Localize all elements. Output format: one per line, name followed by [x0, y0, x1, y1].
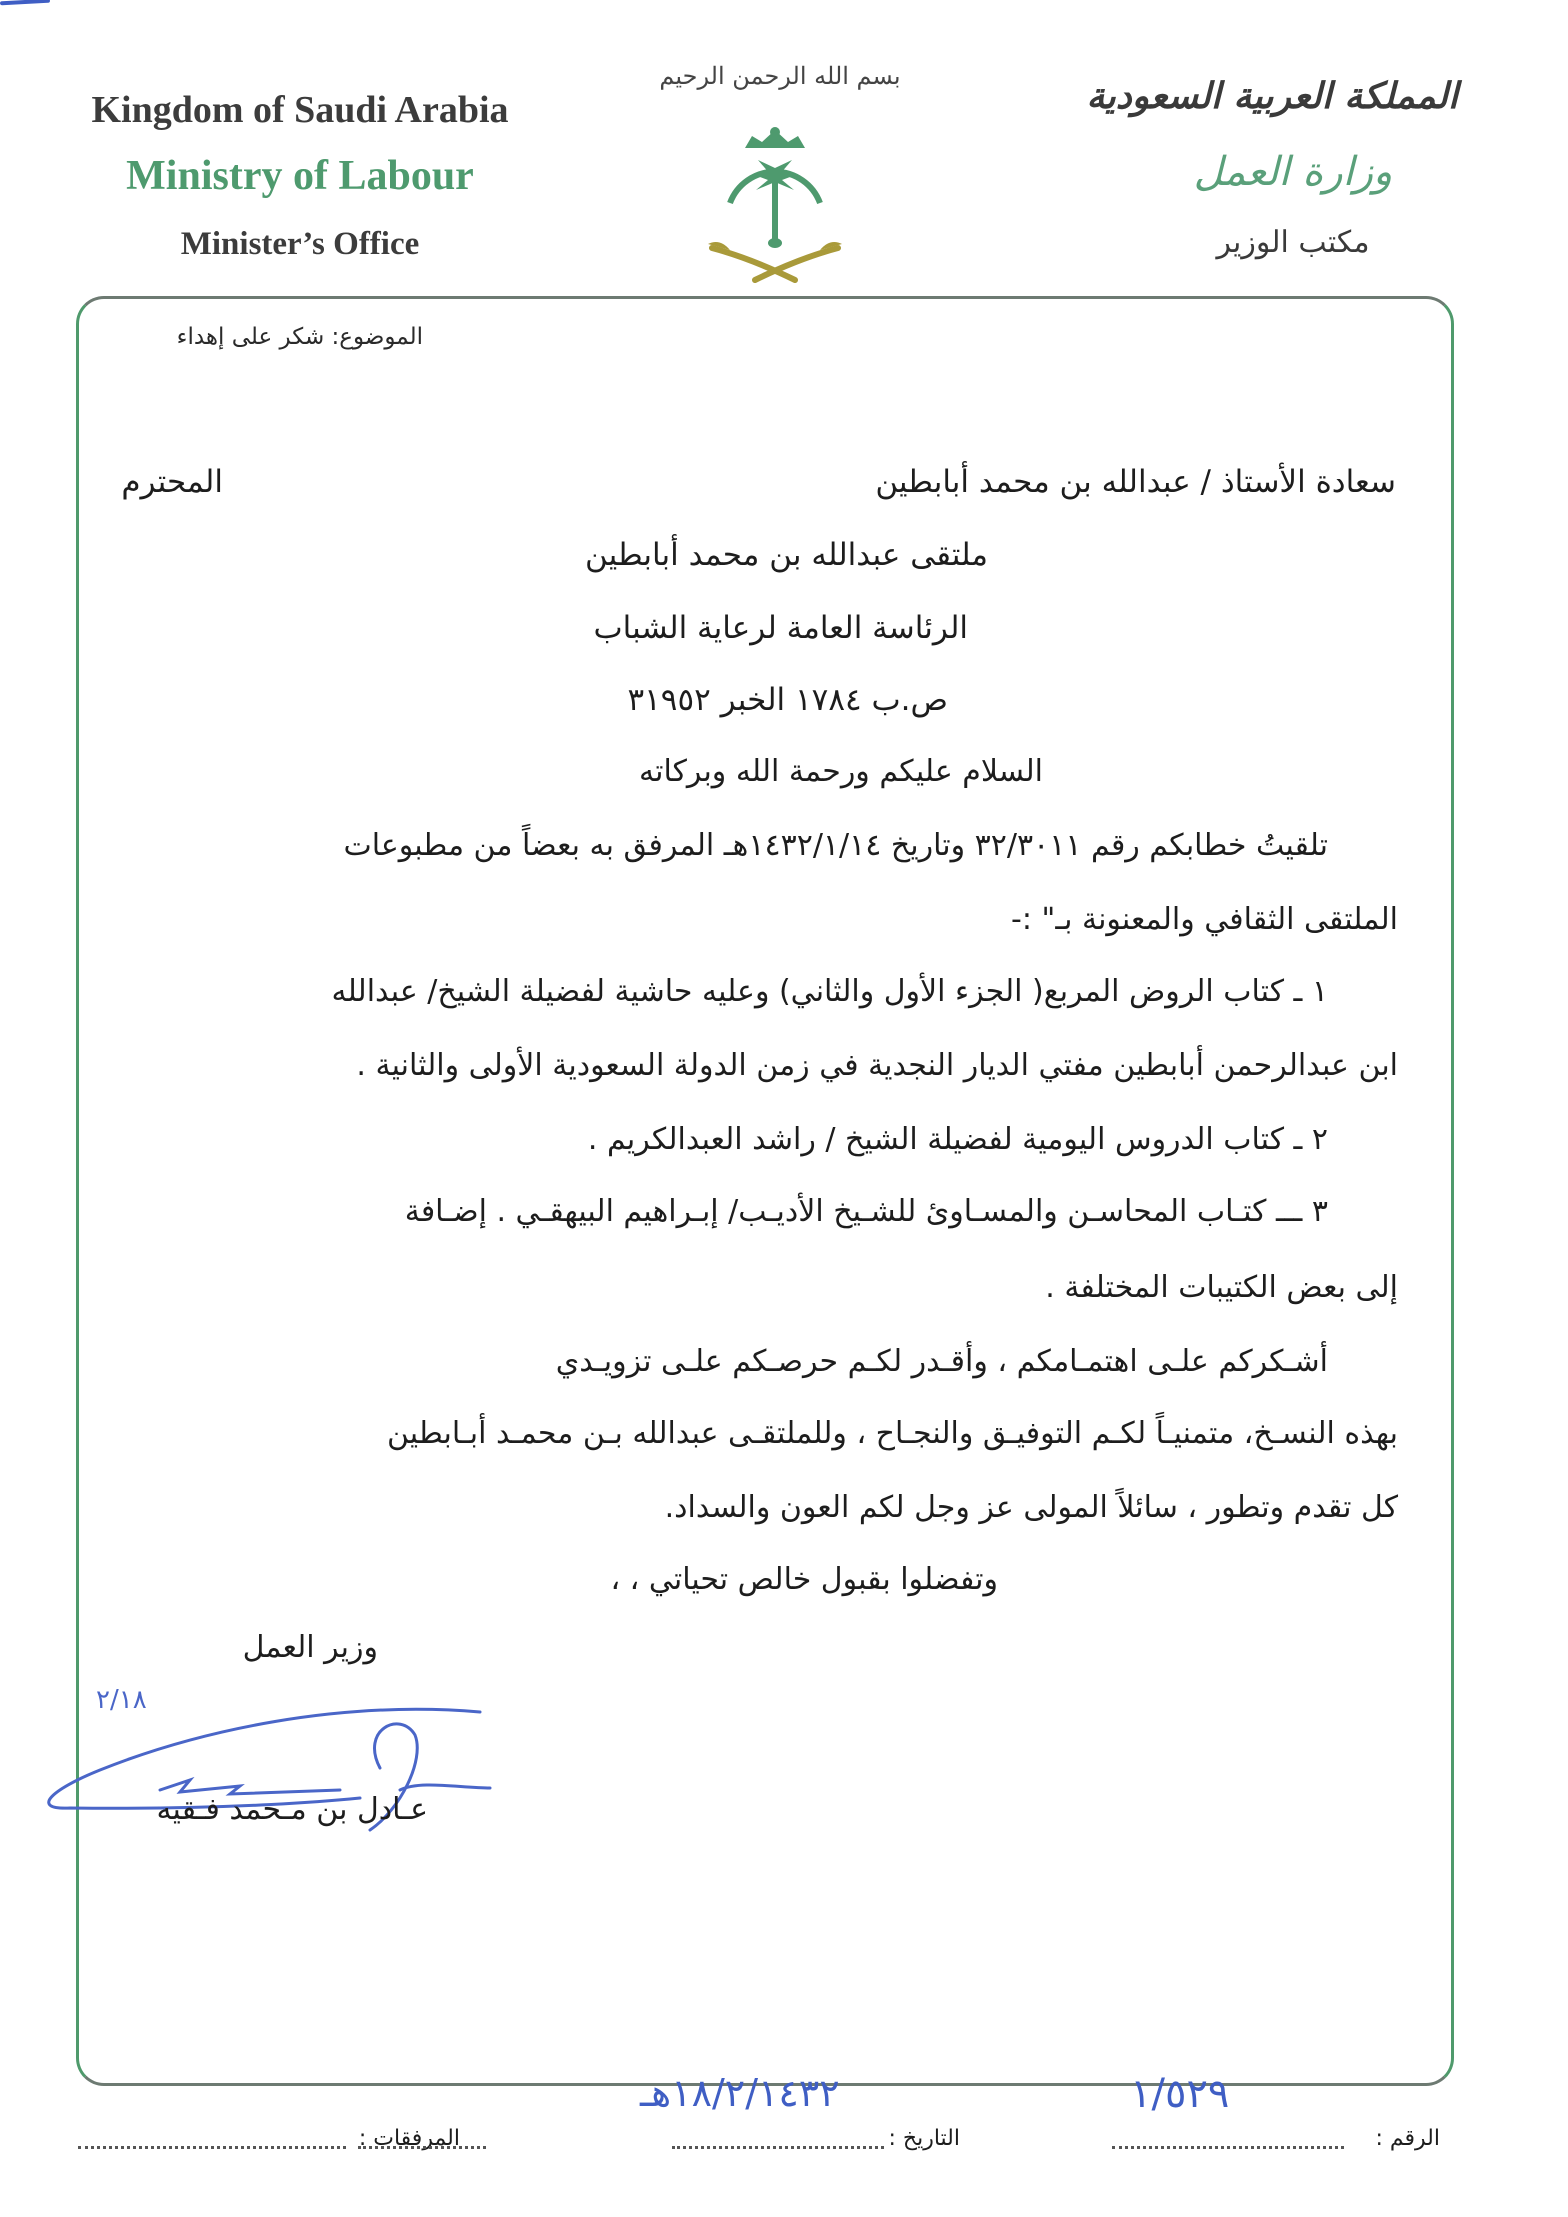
closing-line: وتفضلوا بقبول خالص تحياتي ، ، — [610, 1562, 998, 1597]
reference-number-field — [1112, 2126, 1344, 2149]
subject-line: الموضوع: شكر على إهداء — [176, 324, 423, 350]
ministry-emblem-icon — [700, 108, 850, 283]
arabic-office-heading: مكتب الوزير — [1216, 225, 1370, 260]
reference-date-label: التاريخ : — [888, 2126, 960, 2151]
reference-number-value: ١/٥٢٩ — [1130, 2071, 1230, 2117]
attachments-field-extension — [358, 2126, 486, 2149]
arabic-ministry-heading: وزارة العمل — [1193, 149, 1393, 195]
recipient-honorific: المحترم — [121, 464, 223, 500]
recipient-address-line: الرئاسة العامة لرعاية الشباب — [593, 610, 968, 646]
english-ministry-heading: Ministry of Labour — [126, 153, 474, 199]
thanks-paragraph-line: كل تقدم وتطور ، سائلاً المولى عز وجل لكم العون والسداد. — [664, 1490, 1398, 1525]
basmala-text: بسم الله الرحمن الرحيم — [659, 62, 901, 90]
recipient-title: سعادة الأستاذ / عبدالله بن محمد أبابطين — [875, 464, 1396, 500]
list-item-line: ابن عبدالرحمن أبابطين مفتي الديار النجدية في زمن الدولة السعودية الأولى والثانية . — [356, 1048, 1398, 1083]
recipient-address-line: ص.ب ١٧٨٤ الخبر ٣١٩٥٢ — [627, 682, 948, 718]
list-item-line: ٣ ـــ كتـاب المحاسـن والمسـاوئ للشـيخ الأديـب/ إبـراهيم البيهقـي . إضـافة — [404, 1194, 1328, 1229]
greeting-line: السلام عليكم ورحمة الله وبركاته — [639, 754, 1043, 789]
intro-paragraph-line: تلقيتُ خطابكم رقم ٣٢/٣٠١١ وتاريخ ١٤٣٢/١/١٤هـ المرفق به بعضاً من مطبوعات — [343, 828, 1328, 863]
thanks-paragraph-line: بهذه النسـخ، متمنيـاً لكـم التوفيـق والنجـاح ، وللملتقـى عبدالله بـن محمـد أبـابطين — [386, 1416, 1398, 1451]
reference-date-value: ١٨/٢/١٤٣٢هـ — [640, 2071, 840, 2115]
reference-date-field — [672, 2126, 884, 2149]
english-office-heading: Minister’s Office — [180, 226, 420, 262]
handwritten-signature-date: ٢/١٨ — [96, 1685, 147, 1715]
list-item-line: إلى بعض الكتيبات المختلفة . — [1045, 1270, 1398, 1305]
intro-paragraph-line: الملتقى الثقافي والمعنونة بـ" :- — [1011, 902, 1398, 937]
signer-name: عـادل بن مـحمد فـقيه — [156, 1792, 428, 1827]
attachments-label: المرفقات : — [358, 2126, 460, 2151]
english-kingdom-heading: Kingdom of Saudi Arabia — [91, 89, 509, 131]
reference-number-label: الرقم : — [1375, 2126, 1440, 2151]
arabic-kingdom-heading: المملكة العربية السعودية — [1086, 75, 1458, 117]
recipient-address-line: ملتقى عبدالله بن محمد أبابطين — [585, 537, 988, 573]
thanks-paragraph-line: أشـكركم علـى اهتمـامكم ، وأقـدر لكـم حرصـكم علـى تزويـدي — [555, 1344, 1328, 1379]
attachments-field — [78, 2126, 346, 2149]
attachments-dash-mark — [0, 0, 50, 5]
list-item-line: ١ ـ كتاب الروض المربع( الجزء الأول والثاني) وعليه حاشية لفضيلة الشيخ/ عبدالله — [331, 974, 1328, 1009]
list-item-line: ٢ ـ كتاب الدروس اليومية لفضيلة الشيخ / راشد العبدالكريم . — [587, 1122, 1328, 1157]
signer-title: وزير العمل — [242, 1630, 378, 1665]
